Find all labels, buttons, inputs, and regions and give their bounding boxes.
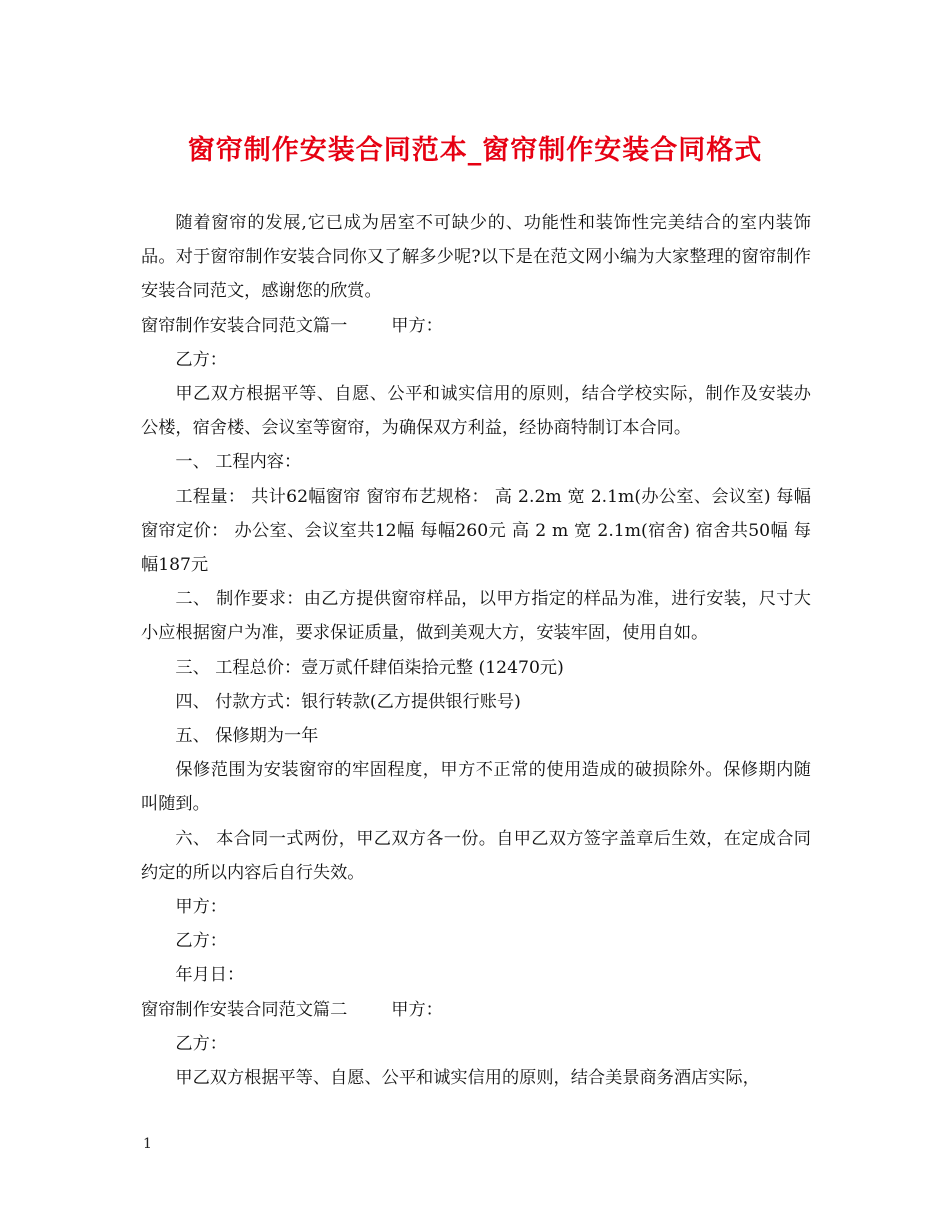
signature-date: 年月日： xyxy=(175,965,245,986)
party-b-label: 乙方： xyxy=(175,1033,227,1054)
clause-6: 六、 本合同一式两份，甲乙双方各一份。自甲乙双方签字盖章后生效，在定成合同约定的所以内容后自行失效。 xyxy=(141,828,811,883)
document-body xyxy=(141,206,811,1095)
section-heading-part-one xyxy=(141,309,811,343)
section-title: 窗帘制作安装合同范文篇一 xyxy=(141,315,348,336)
page-number: 1 xyxy=(143,1136,152,1152)
signature-party-a: 甲方： xyxy=(175,897,227,918)
party-a-label: 甲方： xyxy=(391,999,443,1020)
party-a-label: 甲方： xyxy=(391,315,443,336)
document-title: 窗帘制作安装合同范本_窗帘制作安装合同格式 xyxy=(187,135,763,166)
party-b-label: 乙方： xyxy=(175,349,227,370)
warranty-scope: 保修范围为安装窗帘的牢固程度，甲方不正常的使用造成的破损除外。保修期内随叫随到。 xyxy=(141,760,811,815)
intro-paragraph: 随着窗帘的发展,它已成为居室不可缺少的、功能性和装饰性完美结合的室内装饰品。对于窗帘制作安装合同你又了解多少呢?以下是在范文网小编为大家整理的窗帘制作安装合同范文，感谢您的欣赏。 xyxy=(141,213,811,302)
clause-4: 四、 付款方式：银行转款(乙方提供银行账号) xyxy=(175,691,521,712)
signature-party-b: 乙方： xyxy=(175,931,227,952)
clause-1-heading: 一、 工程内容： xyxy=(175,452,302,473)
section-heading-part-two xyxy=(141,993,811,1027)
contract-preamble: 甲乙双方根据平等、自愿、公平和诚实信用的原则，结合学校实际，制作及安装办公楼，宿舍楼、会议室等窗帘，为确保双方利益，经协商特制订本合同。 xyxy=(141,384,811,439)
clause-5: 五、 保修期为一年 xyxy=(175,726,319,747)
clause-1-content: 工程量： 共计62幅窗帘 窗帘布艺规格： 高 2.2m 宽 2.1m(办公室、会议室) 每幅窗帘定价： 办公室、会议室共12幅 每幅260元 高 2 m 宽 2.1m(宿舍) 宿舍共50幅 每幅187元 xyxy=(141,486,811,576)
clause-2: 二、 制作要求：由乙方提供窗帘样品，以甲方指定的样品为准，进行安装，尺寸大小应根据窗户为准，要求保证质量，做到美观大方，安装牢固，使用自如。 xyxy=(141,589,811,644)
section-title: 窗帘制作安装合同范文篇二 xyxy=(141,999,348,1020)
contract-preamble: 甲乙双方根据平等、自愿、公平和诚实信用的原则，结合美景商务酒店实际， xyxy=(175,1068,760,1089)
clause-3: 三、 工程总价：壹万贰仟肆佰柒拾元整 (12470元) xyxy=(175,657,564,678)
